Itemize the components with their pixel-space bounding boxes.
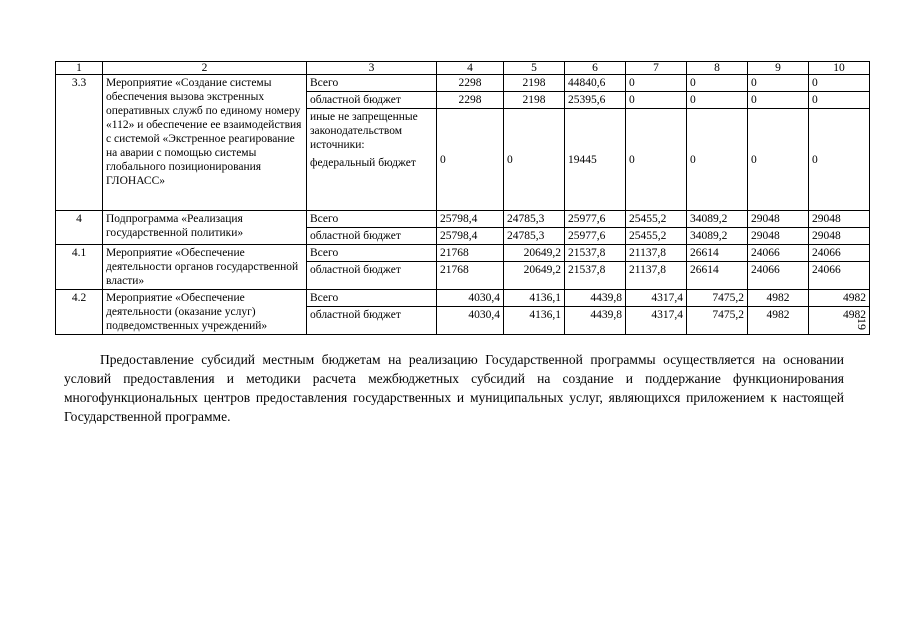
row-name: Мероприятие «Обеспечение деятельности органов государственной власти» — [103, 245, 307, 290]
page-number: 19 — [855, 318, 869, 330]
value-cell: 21137,8 — [626, 262, 687, 290]
value-cell: 21768 — [437, 262, 504, 290]
source-cell: областной бюджет — [307, 92, 437, 109]
value-cell: 0 — [626, 92, 687, 109]
value-cell: 29048 — [809, 228, 870, 245]
source-cell: областной бюджет — [307, 262, 437, 290]
value-cell: 25455,2 — [626, 211, 687, 228]
row-number: 3.3 — [56, 75, 103, 211]
value-cell: 4317,4 — [626, 290, 687, 307]
source-cell: Всего — [307, 211, 437, 228]
source-cell: иные не запрещенные законодательством источники: — [307, 109, 437, 155]
value-cell: 34089,2 — [687, 211, 748, 228]
value-cell: 21537,8 — [565, 245, 626, 262]
value-cell: 24066 — [809, 245, 870, 262]
value-cell: 29048 — [748, 228, 809, 245]
table-row — [56, 245, 870, 262]
row-number: 4.1 — [56, 245, 103, 290]
value-cell: 0 — [748, 75, 809, 92]
header-cell: 3 — [307, 62, 437, 75]
value-cell: 4030,4 — [437, 307, 504, 335]
header-cell: 7 — [626, 62, 687, 75]
value-cell: 2198 — [504, 75, 565, 92]
header-cell: 2 — [103, 62, 307, 75]
header-row — [56, 62, 870, 75]
value-cell: 2198 — [504, 92, 565, 109]
value-cell: 4030,4 — [437, 290, 504, 307]
value-cell: 19445 — [565, 109, 626, 211]
row-name: Подпрограмма «Реализация государственной политики» — [103, 211, 307, 245]
value-cell: 20649,2 — [504, 262, 565, 290]
source-cell: областной бюджет — [307, 307, 437, 335]
source-cell: Всего — [307, 75, 437, 92]
header-cell: 10 — [809, 62, 870, 75]
value-cell: 0 — [809, 109, 870, 211]
value-cell: 4439,8 — [565, 307, 626, 335]
value-cell: 0 — [626, 109, 687, 211]
value-cell: 7475,2 — [687, 290, 748, 307]
row-name: Мероприятие «Создание системы обеспечения вызова экстренных оперативных служб по единому номеру «112» и обеспечение ее взаимодействия с системой «Экстренное реагирование на аварии с помощью системы глобального позиционирования ГЛОНАСС» — [103, 75, 307, 211]
source-cell: Всего — [307, 245, 437, 262]
value-cell: 4136,1 — [504, 307, 565, 335]
header-cell: 8 — [687, 62, 748, 75]
row-name: Мероприятие «Обеспечение деятельности (оказание услуг) подведомственных учреждений» — [103, 290, 307, 335]
header-cell: 5 — [504, 62, 565, 75]
value-cell: 24785,3 — [504, 211, 565, 228]
value-cell: 26614 — [687, 262, 748, 290]
value-cell: 4439,8 — [565, 290, 626, 307]
value-cell: 7475,2 — [687, 307, 748, 335]
value-cell: 21768 — [437, 245, 504, 262]
value-cell: 0 — [748, 109, 809, 211]
value-cell: 0 — [504, 109, 565, 211]
value-cell: 0 — [437, 109, 504, 211]
budget-table — [55, 61, 870, 335]
value-cell: 4136,1 — [504, 290, 565, 307]
body-paragraph: Предоставление субсидий местным бюджетам на реализацию Государственной программы осуществляется на основании условий предоставления и методики расчета межбюджетных субсидий на создание и поддержание функционирования многофункциональных центров предоставления государственных и муниципальных услуг, являющихся приложением к настоящей Государственной программе. — [64, 352, 844, 424]
value-cell: 44840,6 — [565, 75, 626, 92]
value-cell: 4317,4 — [626, 307, 687, 335]
value-cell: 25977,6 — [565, 211, 626, 228]
value-cell: 34089,2 — [687, 228, 748, 245]
value-cell: 29048 — [809, 211, 870, 228]
value-cell: 20649,2 — [504, 245, 565, 262]
value-cell: 21537,8 — [565, 262, 626, 290]
value-cell: 21137,8 — [626, 245, 687, 262]
header-cell: 1 — [56, 62, 103, 75]
value-cell: 4982 — [809, 290, 870, 307]
row-number: 4 — [56, 211, 103, 245]
row-number: 4.2 — [56, 290, 103, 335]
value-cell: 25798,4 — [437, 228, 504, 245]
source-cell: федеральный бюджет — [307, 155, 437, 211]
value-cell: 0 — [687, 109, 748, 211]
header-cell: 9 — [748, 62, 809, 75]
value-cell: 4982 — [809, 307, 870, 335]
value-cell: 0 — [809, 92, 870, 109]
value-cell: 2298 — [437, 92, 504, 109]
table-row — [56, 211, 870, 228]
value-cell: 0 — [626, 75, 687, 92]
value-cell: 26614 — [687, 245, 748, 262]
table-row — [56, 75, 870, 92]
value-cell: 0 — [687, 92, 748, 109]
value-cell: 0 — [687, 75, 748, 92]
value-cell: 0 — [809, 75, 870, 92]
value-cell: 24066 — [748, 262, 809, 290]
header-cell: 6 — [565, 62, 626, 75]
value-cell: 25977,6 — [565, 228, 626, 245]
header-cell: 4 — [437, 62, 504, 75]
value-cell: 25798,4 — [437, 211, 504, 228]
value-cell: 0 — [748, 92, 809, 109]
value-cell: 29048 — [748, 211, 809, 228]
table-row — [56, 290, 870, 307]
value-cell: 25395,6 — [565, 92, 626, 109]
source-cell: Всего — [307, 290, 437, 307]
value-cell: 24066 — [809, 262, 870, 290]
value-cell: 25455,2 — [626, 228, 687, 245]
value-cell: 4982 — [748, 290, 809, 307]
value-cell: 2298 — [437, 75, 504, 92]
value-cell: 24066 — [748, 245, 809, 262]
value-cell: 4982 — [748, 307, 809, 335]
value-cell: 24785,3 — [504, 228, 565, 245]
source-cell: областной бюджет — [307, 228, 437, 245]
